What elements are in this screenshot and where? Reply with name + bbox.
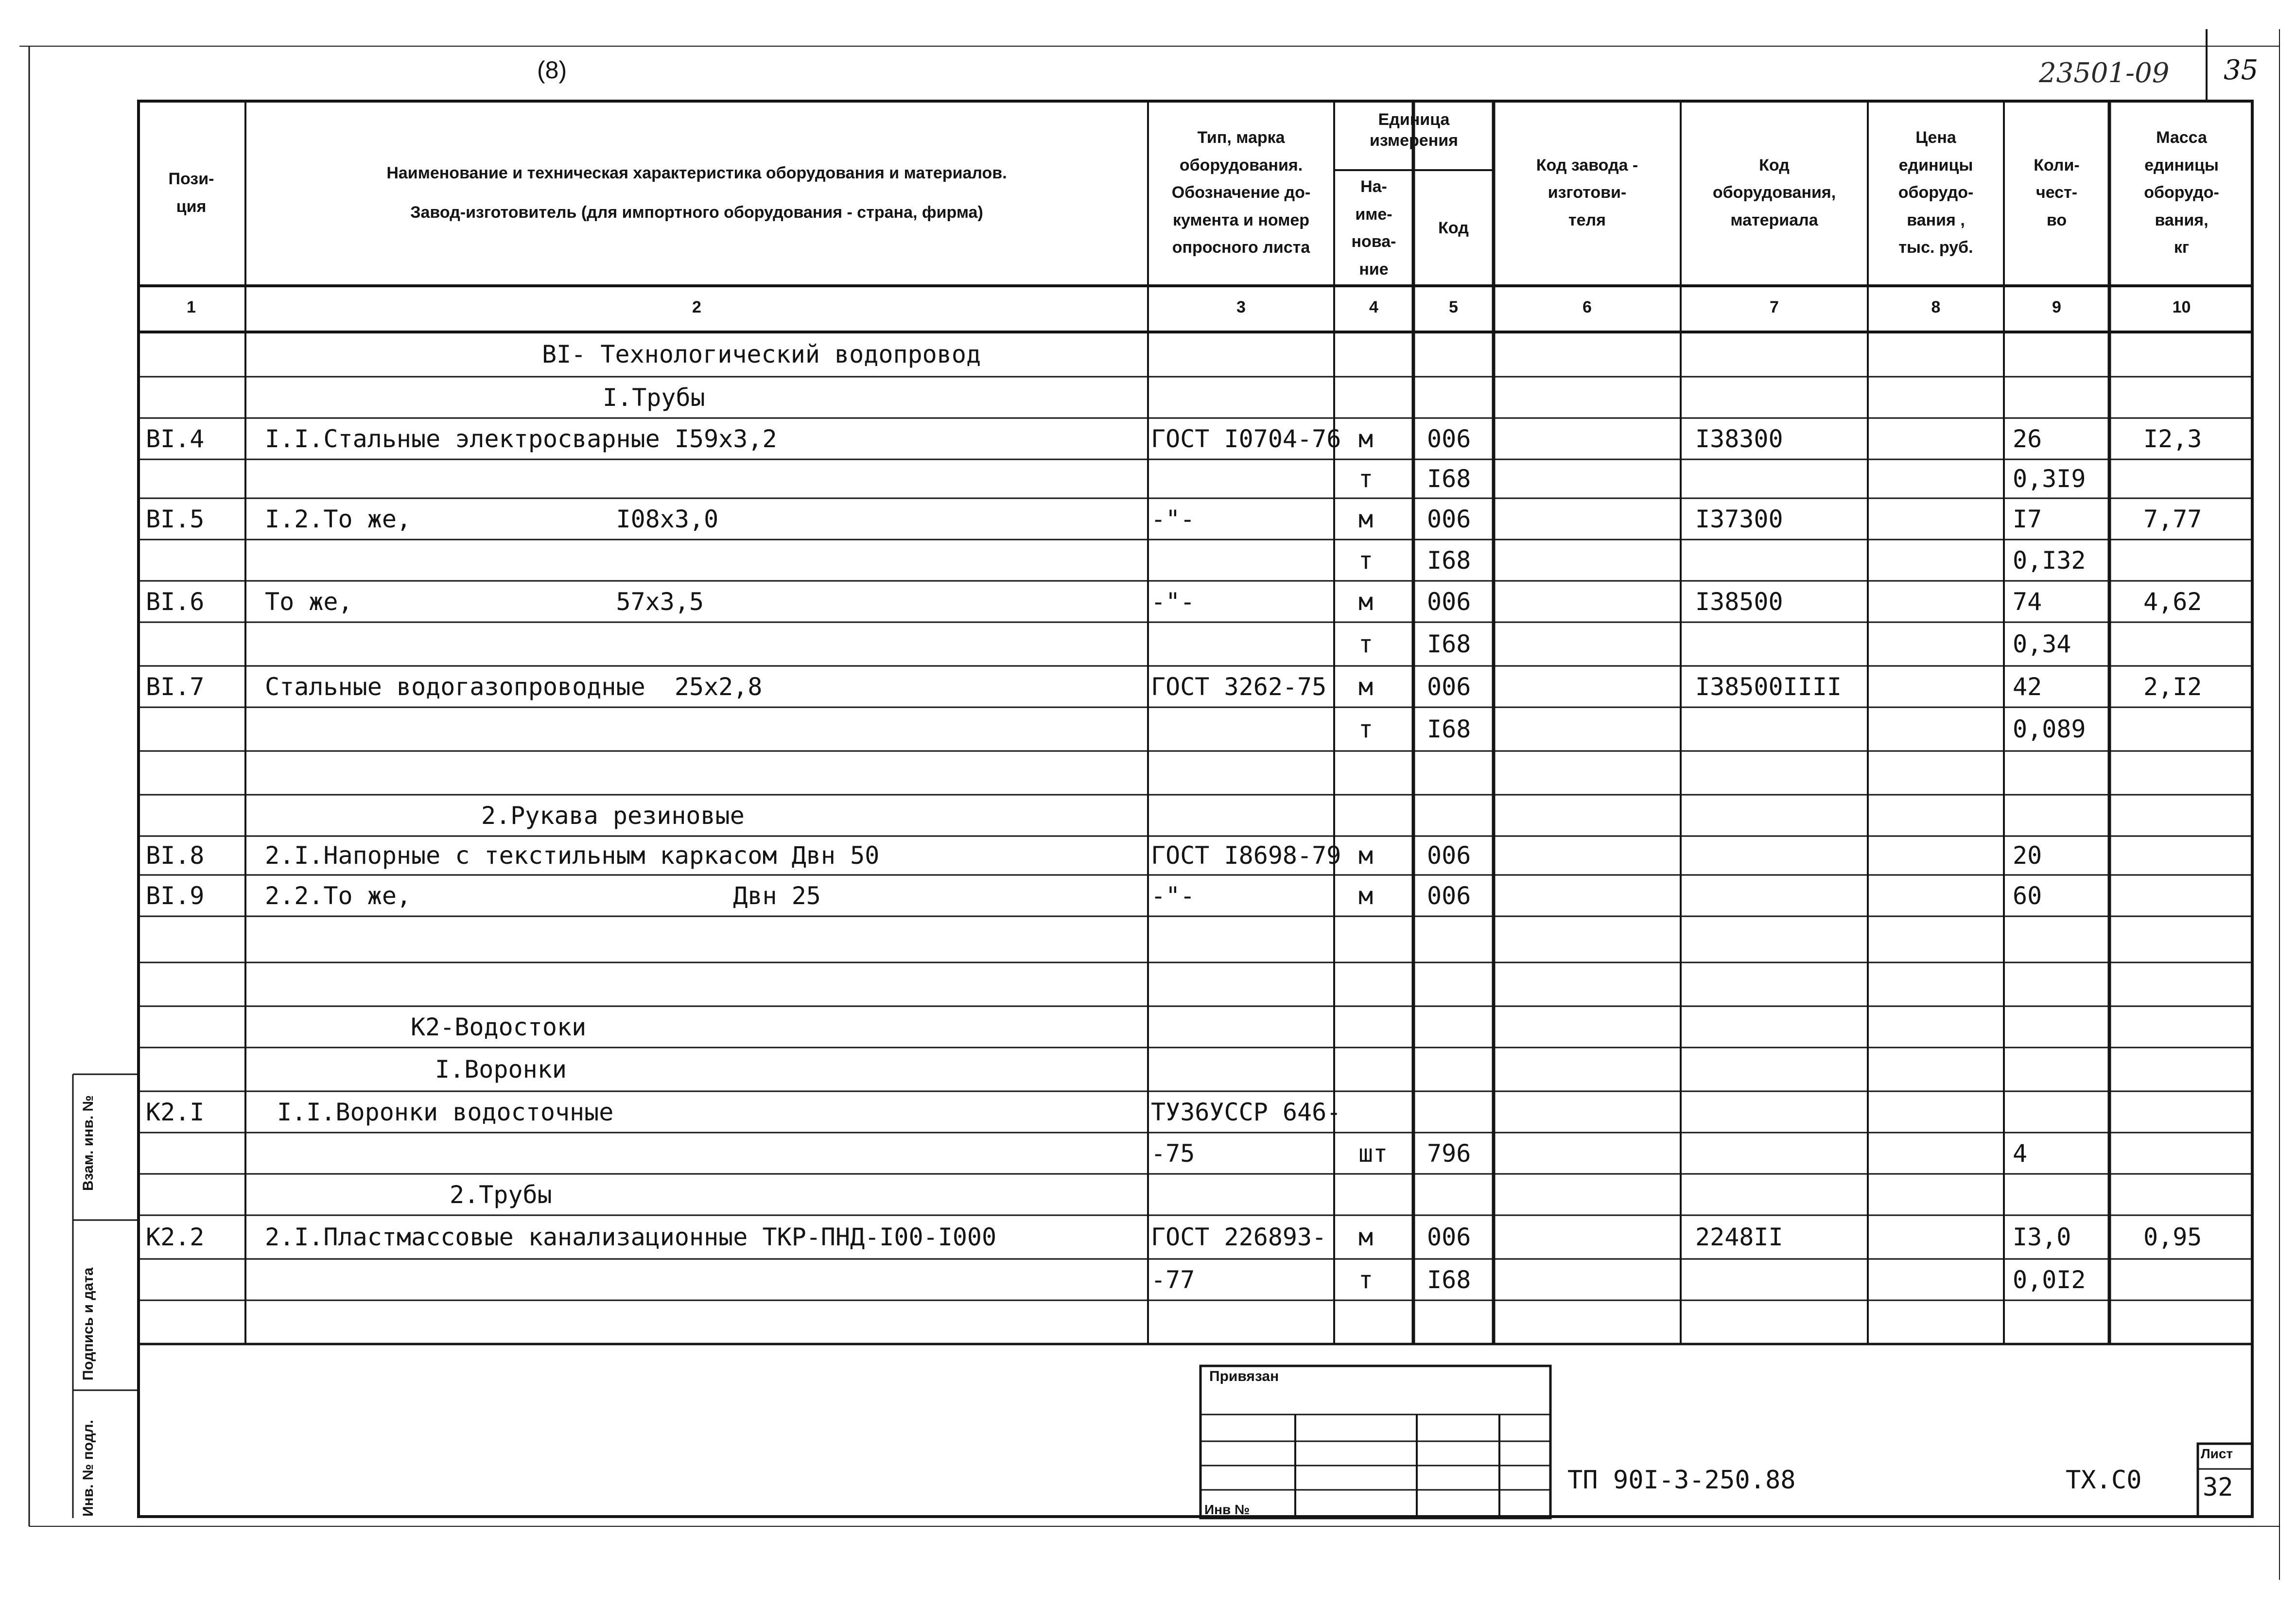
- header-qty-line: Коли-: [2034, 156, 2080, 175]
- privyazan-label: Привязан: [1209, 1368, 1279, 1384]
- cell-quantity: 26: [2013, 425, 2042, 453]
- cell-mass: 7,77: [2143, 505, 2202, 533]
- header-mass: [2112, 100, 2251, 286]
- column-number-9: 9: [2052, 298, 2061, 316]
- cell-quantity: 4: [2013, 1139, 2028, 1168]
- table-row: [0, 540, 2296, 581]
- table-row: [0, 1133, 2296, 1174]
- cell-equipment-code: I38500IIII: [1695, 673, 1842, 701]
- cell-mass: 4,62: [2143, 588, 2202, 616]
- table-row: [0, 1048, 2296, 1091]
- header-name-line: Завод-изготовитель (для импортного оборудования - страна, фирма): [410, 203, 983, 222]
- header-type-line: Обозначение до-: [1171, 183, 1311, 202]
- cell-quantity: 74: [2013, 588, 2042, 616]
- header-unit_name-line: нова-: [1351, 232, 1396, 251]
- header-factory_code: [1496, 100, 1678, 286]
- table-row: [0, 1259, 2296, 1300]
- column-number-5: 5: [1449, 298, 1458, 316]
- cell-name: I.Трубы: [603, 384, 705, 412]
- cell-position: ВI.5: [146, 505, 205, 533]
- header-equip_code-line: оборудования,: [1712, 183, 1836, 202]
- header-unit-group-line: измерения: [1370, 131, 1458, 150]
- column-number-6: 6: [1583, 298, 1592, 316]
- cell-quantity: 42: [2013, 673, 2042, 701]
- handwritten-number: 23501-09: [2039, 57, 2170, 89]
- header-factory_code-line: теля: [1568, 210, 1606, 229]
- header-unit-group: [1334, 109, 1494, 151]
- column-number-4: 4: [1369, 298, 1378, 316]
- header-name: [248, 100, 1145, 286]
- table-row: [0, 836, 2296, 875]
- cell-name: I.Воронки: [435, 1055, 567, 1083]
- cell-equipment-code: 2248II: [1695, 1223, 1783, 1251]
- header-mass-line: Масса: [2156, 128, 2207, 147]
- cell-unit-name: т: [1358, 546, 1374, 575]
- cell-position: К2.I: [146, 1098, 205, 1126]
- cell-name: 2.2.То же, Двн 25: [265, 882, 821, 910]
- cell-quantity: I3,0: [2013, 1223, 2071, 1251]
- cell-quantity: 0,3I9: [2013, 465, 2086, 493]
- cell-unit-code: I68: [1427, 1266, 1471, 1294]
- column-number-3: 3: [1236, 298, 1246, 316]
- cell-quantity: 60: [2013, 882, 2042, 910]
- column-number-2: 2: [692, 298, 701, 316]
- header-price-line: тыс. руб.: [1898, 238, 1973, 257]
- sheet-number: 32: [2203, 1473, 2233, 1502]
- table-row: [0, 581, 2296, 622]
- cell-unit-name: м: [1358, 1223, 1374, 1251]
- header-type-line: опросного листа: [1172, 238, 1310, 257]
- table-row: [0, 377, 2296, 418]
- cell-quantity: 0,0I2: [2013, 1266, 2086, 1294]
- header-mass-line: вания,: [2155, 210, 2209, 229]
- cell-mass: 2,I2: [2143, 673, 2202, 701]
- table-row: [0, 795, 2296, 836]
- table-row: [0, 1091, 2296, 1133]
- cell-name: 2.I.Напорные с текстильным каркасом Двн 50: [265, 841, 880, 870]
- header-mass-line: оборудо-: [2144, 183, 2219, 202]
- header-pos-line: Пози-: [168, 170, 214, 188]
- column-number-7: 7: [1770, 298, 1779, 316]
- header-unit_name: [1337, 170, 1410, 286]
- table-row: [0, 916, 2296, 962]
- table-row: [0, 962, 2296, 1006]
- cell-type: ГОСТ I8698-79: [1151, 841, 1341, 870]
- cell-mass: I2,3: [2143, 425, 2202, 453]
- cell-position: ВI.4: [146, 425, 205, 453]
- cell-unit-code: 006: [1427, 841, 1471, 870]
- cell-unit-name: т: [1358, 1266, 1374, 1294]
- cell-name: То же, 57x3,5: [265, 588, 704, 616]
- header-equip_code-line: Код: [1759, 156, 1790, 175]
- table-row: [0, 1174, 2296, 1215]
- cell-name: 2.I.Пластмассовые канализационные ТКР-ПНД-I00-I000: [265, 1223, 997, 1251]
- table-row: [0, 666, 2296, 707]
- cell-unit-code: 006: [1427, 505, 1471, 533]
- header-qty-line: чест-: [2035, 183, 2078, 202]
- header-name-line: Наименование и техническая характеристика оборудования и материалов.: [386, 164, 1007, 182]
- header-price-line: вания ,: [1907, 210, 1965, 229]
- header-unit_code-line: Код: [1438, 218, 1469, 237]
- cell-unit-code: 006: [1427, 1223, 1471, 1251]
- table-row: [0, 459, 2296, 498]
- column-number-8: 8: [1931, 298, 1941, 316]
- table-row: [0, 498, 2296, 540]
- header-factory_code-line: изготови-: [1548, 183, 1627, 202]
- header-unit_code: [1416, 170, 1491, 286]
- page-corner-number: 35: [2224, 54, 2259, 86]
- cell-equipment-code: I38500: [1695, 588, 1783, 616]
- cell-unit-code: 006: [1427, 673, 1471, 701]
- cell-name: ВI- Технологический водопровод: [542, 340, 981, 368]
- stamp-inv-original: Инв. № подл.: [80, 1419, 96, 1517]
- cell-quantity: I7: [2013, 505, 2042, 533]
- header-mass-line: единицы: [2144, 156, 2219, 175]
- cell-unit-name: м: [1358, 425, 1374, 453]
- cell-unit-name: м: [1358, 673, 1374, 701]
- cell-type: ГОСТ 226893-: [1151, 1223, 1327, 1251]
- cell-type: ТУ36УССР 646-: [1151, 1098, 1341, 1126]
- cell-type: -"-: [1151, 505, 1195, 533]
- cell-mass: 0,95: [2143, 1223, 2202, 1251]
- inv-label: Инв №: [1204, 1502, 1250, 1517]
- cell-unit-name: м: [1358, 505, 1374, 533]
- header-price-line: оборудо-: [1898, 183, 1974, 202]
- header-type-line: Тип, марка: [1197, 128, 1285, 147]
- table-row: [0, 332, 2296, 377]
- header-unit-group-line: Единица: [1378, 110, 1450, 129]
- cell-unit-code: I68: [1427, 465, 1471, 493]
- header-factory_code-line: Код завода -: [1536, 156, 1638, 175]
- cell-name: К2-Водостоки: [411, 1013, 587, 1041]
- header-qty-line: во: [2046, 210, 2067, 229]
- header-equip_code: [1684, 100, 1865, 286]
- cell-unit-code: I68: [1427, 715, 1471, 743]
- cell-unit-code: 796: [1427, 1139, 1471, 1168]
- cell-unit-name: т: [1358, 715, 1374, 743]
- cell-quantity: 0,34: [2013, 630, 2071, 658]
- stamp-signature-date: Подпись и дата: [80, 1267, 96, 1380]
- header-pos-line: ция: [176, 197, 207, 216]
- header-price-line: Цена: [1915, 128, 1956, 147]
- sheet-label: Лист: [2201, 1446, 2233, 1461]
- cell-quantity: 0,089: [2013, 715, 2086, 743]
- cell-unit-name: м: [1358, 841, 1374, 870]
- header-equip_code-line: материала: [1730, 210, 1818, 229]
- cell-position: ВI.6: [146, 588, 205, 616]
- document-code: ТП 90I-3-250.88: [1567, 1466, 1796, 1495]
- cell-unit-code: 006: [1427, 588, 1471, 616]
- cell-quantity: 20: [2013, 841, 2042, 870]
- table-row: [0, 622, 2296, 666]
- cell-type: -77: [1151, 1266, 1195, 1294]
- cell-type: -75: [1151, 1139, 1195, 1168]
- cell-type: -"-: [1151, 588, 1195, 616]
- cell-equipment-code: I37300: [1695, 505, 1783, 533]
- table-row: [0, 751, 2296, 795]
- header-type-line: оборудования.: [1179, 156, 1303, 175]
- cell-type: ГОСТ 3262-75: [1151, 673, 1327, 701]
- cell-unit-code: 006: [1427, 882, 1471, 910]
- cell-unit-name: т: [1358, 630, 1374, 658]
- cell-name: I.I.Стальные электросварные I59x3,2: [265, 425, 777, 453]
- cell-type: -"-: [1151, 882, 1195, 910]
- header-unit_name-line: ние: [1359, 260, 1389, 279]
- header-type: [1151, 100, 1331, 286]
- cell-unit-code: 006: [1427, 425, 1471, 453]
- cell-unit-code: I68: [1427, 546, 1471, 575]
- header-unit_name-line: На-: [1360, 177, 1387, 196]
- cell-equipment-code: I38300: [1695, 425, 1783, 453]
- cell-unit-name: шт: [1358, 1139, 1388, 1168]
- cell-name: I.2.То же, I08x3,0: [265, 505, 719, 533]
- header-pos: [140, 100, 243, 286]
- cell-name: 2.Трубы: [450, 1181, 552, 1209]
- cell-unit-name: т: [1358, 465, 1374, 493]
- cell-name: Стальные водогазопроводные 25x2,8: [265, 673, 763, 701]
- cell-unit-name: м: [1358, 588, 1374, 616]
- cell-position: К2.2: [146, 1223, 205, 1251]
- column-number-1: 1: [187, 298, 196, 316]
- header-unit_name-line: име-: [1355, 205, 1392, 224]
- header-type-line: кумента и номер: [1172, 210, 1310, 229]
- cell-name: I.I.Воронки водосточные: [277, 1098, 614, 1126]
- header-qty: [2007, 100, 2106, 286]
- table-row: [0, 707, 2296, 751]
- table-row: [0, 1300, 2296, 1344]
- column-number-10: 10: [2172, 298, 2191, 316]
- header-price-line: единицы: [1898, 156, 1973, 175]
- table-row: [0, 1006, 2296, 1048]
- table-row: [0, 418, 2296, 459]
- top-center-marker: (8): [537, 56, 567, 84]
- cell-name: 2.Рукава резиновые: [481, 802, 745, 830]
- table-row: [0, 1215, 2296, 1259]
- cell-quantity: 0,I32: [2013, 546, 2086, 575]
- cell-position: ВI.9: [146, 882, 205, 910]
- cell-position: ВI.8: [146, 841, 205, 870]
- cell-unit-code: I68: [1427, 630, 1471, 658]
- cell-type: ГОСТ I0704-76: [1151, 425, 1341, 453]
- document-section: ТХ.С0: [2066, 1466, 2142, 1495]
- header-mass-line: кг: [2174, 238, 2190, 257]
- cell-position: ВI.7: [146, 673, 205, 701]
- table-row: [0, 875, 2296, 916]
- header-price: [1871, 100, 2001, 286]
- stamp-vzam-inv: Взам. инв. №: [80, 1095, 96, 1191]
- cell-unit-name: м: [1358, 882, 1374, 910]
